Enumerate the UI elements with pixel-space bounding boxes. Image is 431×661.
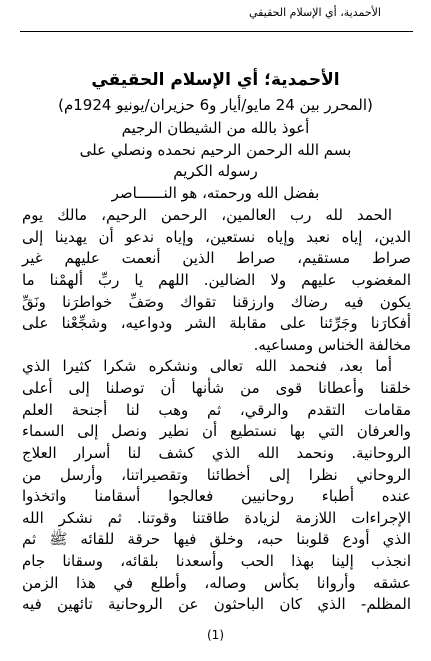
paragraph-line: الدين، إياه نعبد وإياه نستعين، وإياه ندعو أن يهدينا إلى — [22, 228, 411, 246]
document-title: الأحمدية؛ أي الإسلام الحقيقي — [91, 70, 340, 90]
paragraph-line: يكون فيه رضاك وارزقنا تقواك وصَفِّ خواطرَنا ونَقِّ — [22, 293, 411, 311]
paragraph-line: أفكارَنا وجَرِّئنا على مقابلة الشر ودواعيه، وشجِّعْنا على — [22, 314, 411, 332]
page-number: (1) — [207, 628, 224, 642]
paragraph-line: انجذب إلينا بهذا الحب وأسعدنا بلقائه، وسقانا جام — [22, 552, 411, 570]
nasir-line: بفضل الله ورحمته، هو النــــــاصر — [111, 184, 320, 202]
paragraph-line: مخالفة الخناس ومساعيه. — [253, 336, 411, 354]
paragraph-line: مقامات التقدم والرقي، ثم وهب لنا أجنحة العلم — [22, 401, 411, 419]
running-header: الأحمدية، أي الإسلام الحقيقي — [249, 6, 381, 19]
paragraph-line: المظلم- الذي كان الباحثون عن الروحانية تائهين فيه — [22, 595, 411, 613]
basmala-line: بسم الله الرحمن الرحيم نحمده ونصلي على — [79, 141, 352, 159]
paragraph-line: المغضوب عليهم ولا الضالين. اللهم يا ربِّ ألهمْنا ما — [22, 271, 411, 289]
paragraph-line: الروحاني نظرا إلى أخطائنا وتقصيراتنا، وأرسل من — [22, 466, 411, 484]
written-date: (المحرر بين 24 مايو/أيار و6 حزيران/يونيو 1924م) — [58, 96, 373, 114]
paragraph-line: الإجراءات اللازمة لزيادة طاقتنا وقوتنا. ثم نشكر الله — [22, 509, 411, 527]
paragraph-line: خلقنا وأعطانا قوى من شأنها أن توصلنا إلى أعلى — [22, 379, 411, 397]
paragraph-line: عشقه وأروانا بكأس وصاله، وأطلع في هذا الزمن — [22, 574, 411, 592]
paragraph-line: الحمد لله رب العالمين، الرحمن الرحيم، مالك يوم — [22, 206, 392, 224]
basmala-continuation: رسوله الكريم — [173, 162, 258, 180]
paragraph-line: والعرفان التي بها نستطيع أن نطير ونصل إلى السماء — [22, 422, 411, 440]
paragraph-line: صراط مستقيم، صراط الذين أنعمت عليهم غير — [22, 249, 411, 267]
paragraph-line: عنده أطباء روحانيين فعالجوا أسقامنا واتخذوا — [22, 487, 411, 505]
header-rule — [20, 31, 413, 32]
paragraph-line: الذي أودع قلوبنا حبه، وخلق فيها حرقة للقائه ﷺ ثم — [22, 530, 411, 548]
paragraph-line: الروحانية. ونحمد الله الذي كشف لنا أسرار العلاج — [22, 444, 411, 462]
taawwudh-line: أعوذ بالله من الشيطان الرجيم — [121, 119, 310, 137]
paragraph-line: أما بعد، فنحمد الله تعالى ونشكره شكرا كثيرا الذي — [22, 357, 392, 375]
